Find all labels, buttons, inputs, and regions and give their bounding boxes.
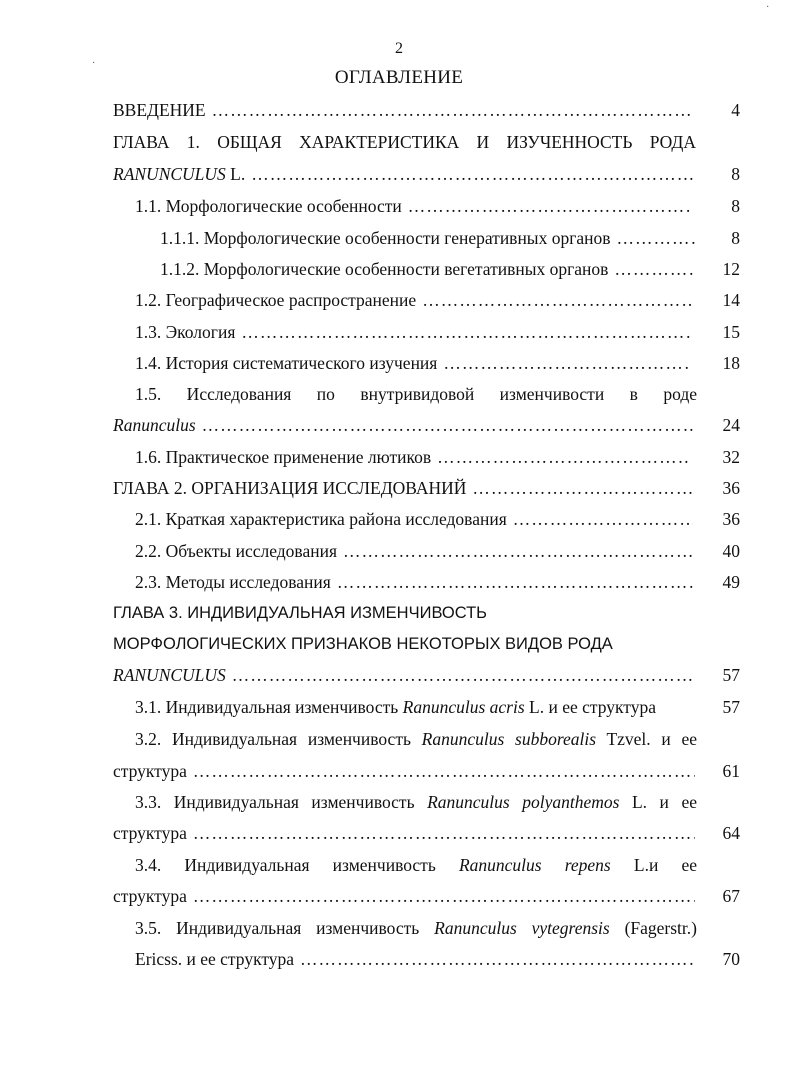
toc-page-number: 32: [722, 447, 740, 467]
toc-entry-label: 1.1.1. Морфологические особенности генеративных органов: [160, 228, 611, 248]
toc-page-number: 61: [722, 761, 740, 781]
toc-entry-1-5-line2[interactable]: [113, 413, 695, 437]
toc-title: ОГЛАВЛЕНИЕ: [334, 67, 464, 88]
page-number: 2: [395, 40, 403, 57]
toc-entry-3-5-line2[interactable]: [135, 947, 695, 971]
toc-page-number: 8: [731, 196, 740, 216]
toc-entry-1-6[interactable]: [135, 445, 691, 469]
toc-entry-prefix: 3.3. Индивидуальная изменчивость: [135, 792, 428, 812]
toc-genus-name: RANUNCULUS: [113, 164, 226, 184]
toc-entry-label: 2.2. Объекты исследования: [135, 541, 338, 561]
toc-entry-3-5[interactable]: [135, 916, 697, 940]
toc-page-number: 36: [722, 509, 740, 529]
toc-page-number: 15: [722, 322, 740, 342]
toc-page-number: 67: [722, 886, 740, 906]
toc-entry-suffix: (Fagerstr.): [609, 918, 697, 938]
toc-entry-3-1[interactable]: [135, 695, 700, 719]
toc-species-name: Ranunculus vytegrensis: [434, 918, 610, 938]
toc-entry-label: 1.1. Морфологические особенности: [135, 196, 402, 216]
toc-species-name: Ranunculus repens: [458, 855, 611, 875]
toc-entry-1-1[interactable]: [135, 194, 693, 218]
toc-entry-label: 1.2. Географическое распространение: [135, 290, 417, 310]
toc-entry-suffix: Tzvel. и ее: [596, 729, 697, 749]
toc-entry-label: структура: [113, 886, 187, 906]
toc-entry-prefix: 3.4. Индивидуальная изменчивость: [135, 855, 459, 875]
toc-entry-label: 1.1.2. Морфологические особенности вегетативных органов: [160, 259, 609, 279]
toc-page-number: 14: [722, 290, 740, 310]
toc-genus-name: Ranunculus: [113, 415, 196, 435]
toc-entry-2-3[interactable]: [135, 570, 693, 594]
toc-genus-name: RANUNCULUS: [113, 665, 226, 685]
toc-entry-label: ВВЕДЕНИЕ: [113, 100, 206, 120]
toc-entry-1-2[interactable]: [135, 288, 693, 312]
toc-entry-label: 1.6. Практическое применение лютиков: [135, 447, 432, 467]
toc-entry-2-1[interactable]: [135, 507, 693, 531]
toc-entry-label: 1.3. Экология: [135, 322, 236, 342]
toc-species-name: Ranunculus polyanthemos: [427, 792, 620, 812]
toc-entry-3-3[interactable]: [135, 790, 697, 814]
toc-page-number: 57: [722, 697, 740, 717]
toc-entry-intro[interactable]: [113, 98, 693, 122]
toc-page-number: 57: [722, 665, 740, 685]
toc-page-number: 49: [722, 572, 740, 592]
toc-species-name: Ranunculus subborealis: [421, 729, 597, 749]
toc-entry-3-2-line2[interactable]: [113, 759, 695, 783]
toc-entry-label: 2.1. Краткая характеристика района исследования: [135, 509, 507, 529]
toc-entry-label: 1.4. История систематического изучения: [135, 353, 438, 373]
toc-entry-suffix: L. и ее структура: [524, 697, 656, 717]
toc-chapter-3-line3[interactable]: [113, 663, 693, 687]
toc-entry-label: структура: [113, 761, 187, 781]
toc-entry-3-2[interactable]: [135, 727, 697, 751]
toc-page-number: 40: [722, 541, 740, 561]
toc-entry-1-1-2[interactable]: [160, 257, 693, 281]
scan-mark-top-right: ·: [766, 2, 770, 13]
toc-page-number: 12: [722, 259, 740, 279]
toc-page-number: 18: [722, 353, 740, 373]
toc-species-name: Ranunculus acris: [402, 697, 525, 717]
toc-page-number: 36: [722, 478, 740, 498]
toc-chapter-3-line2[interactable]: МОРФОЛОГИЧЕСКИХ ПРИЗНАКОВ НЕКОТОРЫХ ВИДОВ РОДА: [113, 635, 613, 653]
toc-entry-suffix: L. и ее: [619, 792, 697, 812]
toc-entry-2-2[interactable]: [135, 539, 693, 563]
toc-page-number: 8: [731, 228, 740, 248]
toc-entry-label: 2.3. Методы исследования: [135, 572, 331, 592]
toc-entry-prefix: 3.2. Индивидуальная изменчивость: [135, 729, 422, 749]
toc-chapter-1-heading[interactable]: ГЛАВА 1. ОБЩАЯ ХАРАКТЕРИСТИКА И ИЗУЧЕННОСТЬ РОДА: [113, 132, 696, 152]
toc-entry-1-3[interactable]: [135, 320, 691, 344]
toc-chapter-2[interactable]: [113, 476, 693, 500]
toc-entry-3-4-line2[interactable]: [113, 884, 695, 908]
toc-page-number: 24: [722, 415, 740, 435]
toc-entry-1-5[interactable]: 1.5. Исследования по внутривидовой изменчивости в роде: [135, 384, 697, 404]
toc-entry-label: ГЛАВА 2. ОРГАНИЗАЦИЯ ИССЛЕДОВАНИЙ: [113, 478, 467, 498]
toc-entry-3-4[interactable]: [135, 853, 697, 877]
toc-page-number: 4: [731, 100, 740, 120]
toc-entry-prefix: 3.1. Индивидуальная изменчивость: [135, 697, 403, 717]
toc-entry-suffix: L.и ее: [610, 855, 697, 875]
toc-entry-prefix: 3.5. Индивидуальная изменчивость: [135, 918, 435, 938]
toc-entry-label: структура: [113, 823, 187, 843]
toc-entry-1-1-1[interactable]: [160, 226, 695, 250]
scan-mark-left: ·: [92, 58, 96, 69]
toc-genus-author: L.: [225, 164, 246, 184]
toc-page-number: 64: [722, 823, 740, 843]
toc-chapter-3-heading[interactable]: ГЛАВА 3. ИНДИВИДУАЛЬНАЯ ИЗМЕНЧИВОСТЬ: [113, 604, 488, 622]
toc-page-number: 8: [731, 164, 740, 184]
toc-entry-1-4[interactable]: [135, 351, 691, 375]
toc-entry-3-3-line2[interactable]: [113, 821, 695, 845]
toc-page-number: 70: [722, 949, 740, 969]
toc-chapter-1-line2[interactable]: [113, 162, 693, 186]
toc-entry-label: Ericss. и ее структура: [135, 949, 295, 969]
